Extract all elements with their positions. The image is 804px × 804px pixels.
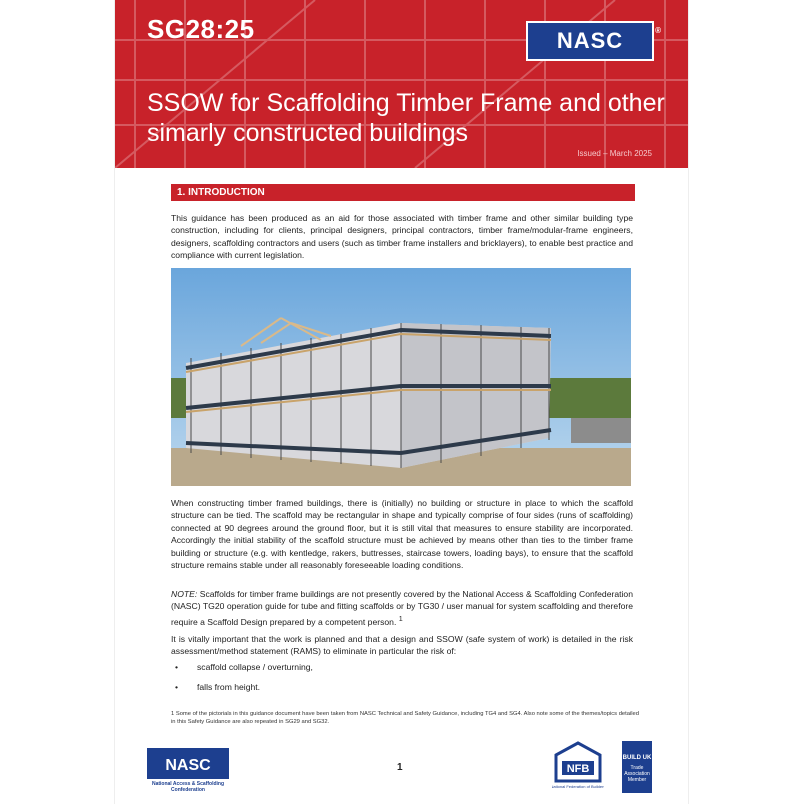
document-title: SSOW for Scaffolding Timber Frame and other simarly constructed buildings: [147, 89, 665, 147]
stability-paragraph: When constructing timber framed buildings, there is (initially) no building or structure in place to which the scaffold structure can be tied. The scaffold may be rectangular in shape and typically comprise of four sides (runs of scaffolding) connected at 90 degrees around the ground floor, but it is still vital that measures to ensure stability are incorporated. Accordingly the initial stability of the scaffold structure must be achieved by means other than ties to the timber frame building or structure (e.g. with kentledge, rakers, buttresses, staircase towers, loading bays), to ensure that the scaffold structure remains stable under all reasonably foreseeable loading conditions.: [171, 498, 633, 571]
section-heading: 1. INTRODUCTION: [171, 184, 635, 201]
nasc-logo-text: NASC: [556, 28, 624, 53]
bullet-text: falls from height.: [197, 682, 261, 692]
registered-mark: ®: [655, 26, 662, 35]
nasc-footer-logo-text: NASC: [147, 748, 229, 779]
document-page: [115, 0, 688, 804]
bullet-text: scaffold collapse / overturning,: [197, 662, 313, 672]
bullet-item: • falls from height.: [175, 682, 261, 692]
nasc-logo: [526, 21, 662, 61]
note-footnote-ref: 1: [398, 614, 403, 623]
nfb-logo: [552, 741, 604, 791]
build-uk-logo: [622, 741, 652, 793]
nasc-footer-subtitle: National Access & Scaffolding Confederation: [151, 781, 225, 793]
note-text: Scaffolds for timber frame buildings are not presently covered by the National Access & Scaffolding Confederation (NASC) TG20 operation guide for tube and fitting scaffolds or by TG30 / user manual for system scaffolding and therefore require a Scaffold Design prepared by a competent person.: [171, 589, 633, 627]
document-code: SG28:25: [147, 14, 255, 44]
footnote: 1 Some of the pictorials in this guidance document have been taken from NASC Technical and Safety Guidance, including TG4 and SG4. Also note some of the themes/topics detailed in this Safety Guidance are also repeated in SG29 and SG32.: [171, 711, 639, 725]
intro-paragraph: This guidance has been produced as an aid for those associated with timber frame and other similar building type construction, including for clients, principal designers, principal contractors, timber frame/modular-frame engineers, designers, scaffolding contractors and users (such as timber frame installers and bricklayers), to enable best practice and compliance with current legislation.: [171, 213, 633, 261]
scaffold-photo: [171, 268, 631, 486]
nfb-logo-text: NFB: [566, 763, 590, 775]
header-banner: [115, 0, 688, 168]
build-uk-text: BUILD UK: [622, 755, 652, 761]
bullet-item: • scaffold collapse / overturning,: [175, 662, 313, 672]
note-paragraph: [171, 588, 633, 628]
page-number: 1: [397, 762, 403, 773]
note-label: NOTE:: [171, 589, 198, 599]
build-uk-subtitle: Trade Association Member: [624, 765, 650, 783]
nasc-footer-logo: [147, 748, 229, 793]
nfb-logo-subtitle: National Federation of Builders: [552, 784, 604, 789]
planning-paragraph: It is vitally important that the work is planned and that a design and SSOW (safe system of work) is detailed in the risk assessment/method statement (RAMS) to eliminate in particular the risk of:: [171, 634, 633, 657]
issued-date: Issued – March 2025: [577, 149, 652, 158]
